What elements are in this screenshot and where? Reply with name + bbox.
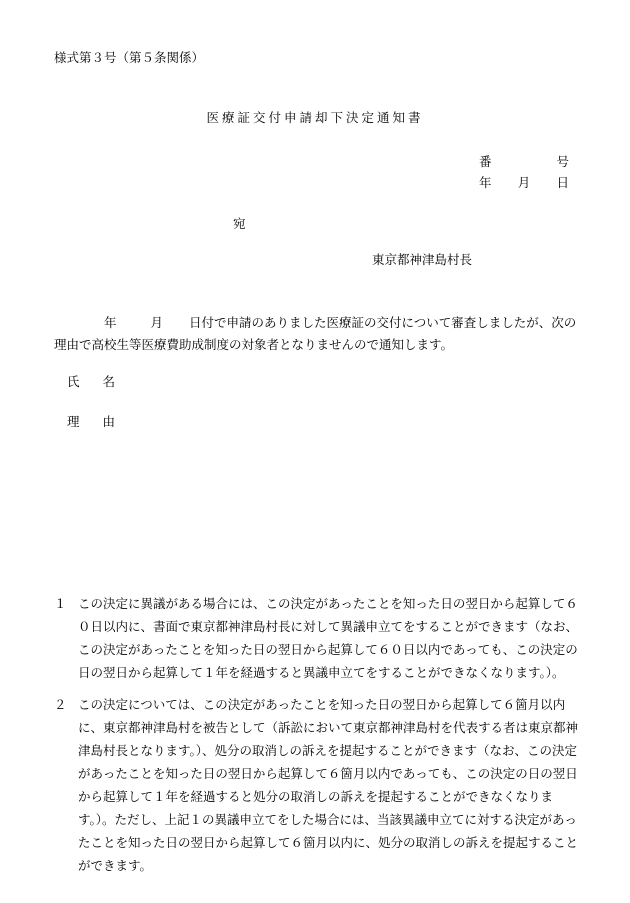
body-main-text: 日付で申請のありました医療証の交付について審査しましたが、次の理由で高校生等医療費助成制度の対象者となりませんので通知します。: [54, 315, 577, 352]
note-text: この決定に異議がある場合には、この決定があったことを知った日の翌日から起算して６０日以内に、書面で東京都神津島村長に対して異議申立てをすることができます（なお、この決定があったことを知った日の翌日から起算して６０日以内であっても、この決定の日の翌日から起算して１年を経過すると異議申立てをすることができなくなります。）。: [78, 596, 579, 680]
form-number: 様式第３号（第５条関係）: [54, 50, 205, 65]
issue-date: [479, 173, 569, 191]
notice-body: [54, 312, 578, 356]
body-month-label: 月: [150, 315, 164, 330]
document-title: 医療証交付申請却下決定通知書: [206, 110, 424, 125]
reference-number: [479, 152, 569, 170]
body-year-label: 年: [104, 315, 117, 330]
field-name-label: [67, 372, 115, 390]
field-name-char: 名: [102, 374, 115, 389]
field-reason-label: [67, 412, 115, 430]
note-number: １: [54, 596, 67, 611]
ref-go-label: 号: [556, 154, 569, 169]
date-month-label: 月: [517, 175, 531, 190]
field-name-char: 氏: [67, 374, 80, 389]
note-text: この決定については、この決定があったことを知った日の翌日から起算して６箇月以内に、東京都神津島村を被告として（訴訟において東京都神津島村を代表する者は東京都神津島村長となります。）、処分の取消しの訴えを提起することができます（なお、この決定があったことを知った日の翌日から起算して６箇月以内であっても、この決定の日の翌日から起算して１年を経過すると処分の取消しの訴えを提起することができなくなります。）。ただし、上記１の異議申立てをした場合には、当該異議申立てに対する決定があったことを知った日の翌日から起算して６箇月以内に、処分の取消しの訴えを提起することができます。: [78, 697, 579, 873]
field-reason-char: 由: [102, 414, 115, 429]
ref-ban-label: 番: [479, 154, 492, 169]
addressee: 宛: [233, 216, 246, 231]
appeal-note-1: [54, 592, 580, 684]
note-number: ２: [54, 697, 67, 712]
date-year-label: 年: [479, 175, 492, 190]
appeal-note-2: [54, 693, 580, 877]
sender-name: 東京都神津島村長: [372, 252, 473, 267]
field-reason-char: 理: [67, 414, 80, 429]
date-day-label: 日: [556, 175, 569, 190]
